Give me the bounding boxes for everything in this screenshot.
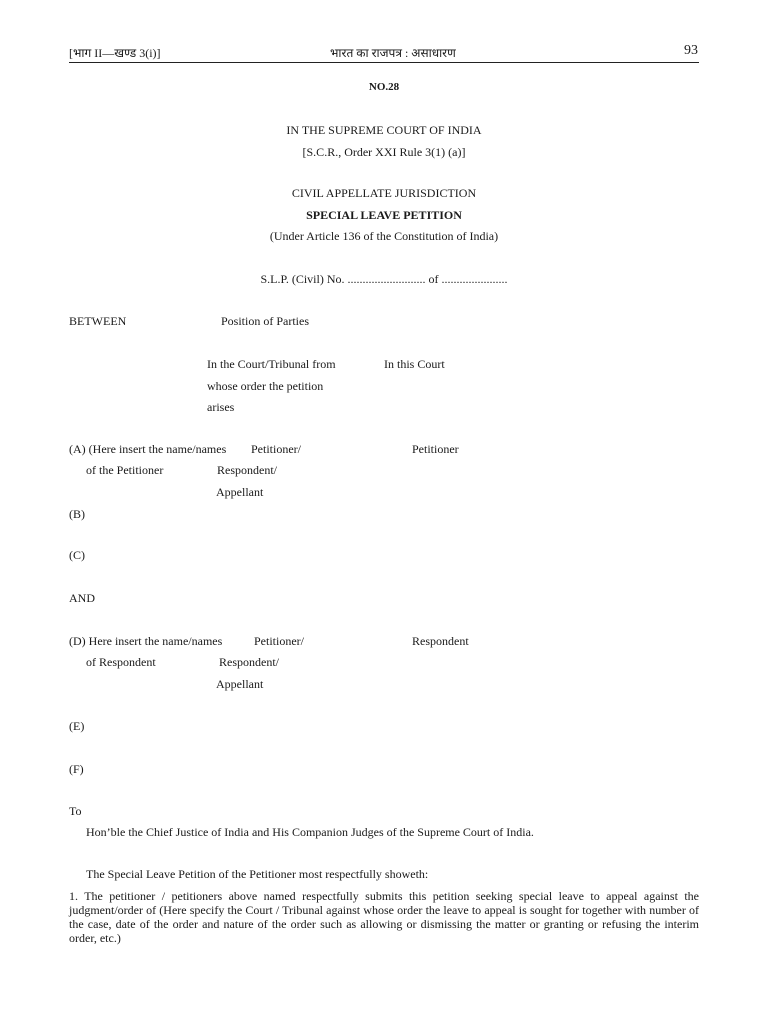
party-d-line2: of Respondent <box>86 655 156 669</box>
court-tribunal-column-line2: whose order the petition <box>207 379 324 393</box>
party-a-role1: Petitioner/ <box>251 442 301 456</box>
party-d-role3: Appellant <box>216 677 264 691</box>
and-label: AND <box>69 591 95 605</box>
gazette-part-label: [भाग II—खण्ड 3(i)] <box>69 46 161 60</box>
party-d-role2: Respondent/ <box>219 655 279 669</box>
rule-reference: [S.C.R., Order XXI Rule 3(1) (a)] <box>302 145 466 159</box>
form-number: NO.28 <box>368 81 400 93</box>
slp-number-line: S.L.P. (Civil) No. .......................... of ...................... <box>260 272 508 286</box>
article-reference: (Under Article 136 of the Constitution of India) <box>269 229 499 243</box>
header-rule <box>69 62 699 63</box>
position-of-parties-heading: Position of Parties <box>221 314 310 328</box>
this-court-column-heading: In this Court <box>384 357 445 371</box>
party-a-line2: of the Petitioner <box>86 463 164 477</box>
jurisdiction: CIVIL APPELLATE JURISDICTION <box>291 186 477 200</box>
party-f: (F) <box>69 762 84 776</box>
party-d-line1: (D) Here insert the name/names <box>69 634 223 648</box>
party-d-this-court: Respondent <box>412 634 469 648</box>
party-e: (E) <box>69 719 85 733</box>
to-label: To <box>69 804 82 818</box>
addressee: Hon’ble the Chief Justice of India and His Companion Judges of the Supreme Court of India. <box>86 825 534 839</box>
party-a-this-court: Petitioner <box>412 442 459 456</box>
party-d-role1: Petitioner/ <box>254 634 304 648</box>
page-number: 93 <box>684 43 698 58</box>
petition-type: SPECIAL LEAVE PETITION <box>306 208 462 222</box>
party-a-role3: Appellant <box>216 485 264 499</box>
party-a-line1: (A) (Here insert the name/names <box>69 442 227 456</box>
party-b: (B) <box>69 507 85 521</box>
court-tribunal-column-line1: In the Court/Tribunal from <box>207 357 336 371</box>
petition-intro: The Special Leave Petition of the Petitioner most respectfully showeth: <box>86 867 429 881</box>
party-a-role2: Respondent/ <box>217 463 277 477</box>
paragraph-1: 1. The petitioner / petitioners above named respectfully submits this petition seeking special leave to appeal against the judgment/order of (Here specify the Court / Tribunal against whose order the leave to appeal is sought for together with number of the case, date of the order and nature of the order such as allowing or dismissing the matter or granting or refusing the interim order, etc.) <box>69 889 699 945</box>
court-tribunal-column-line3: arises <box>207 400 235 414</box>
court-name: IN THE SUPREME COURT OF INDIA <box>286 123 482 137</box>
party-c: (C) <box>69 548 85 562</box>
gazette-title: भारत का राजपत्र : असाधारण <box>330 46 456 60</box>
between-label: BETWEEN <box>69 314 127 328</box>
